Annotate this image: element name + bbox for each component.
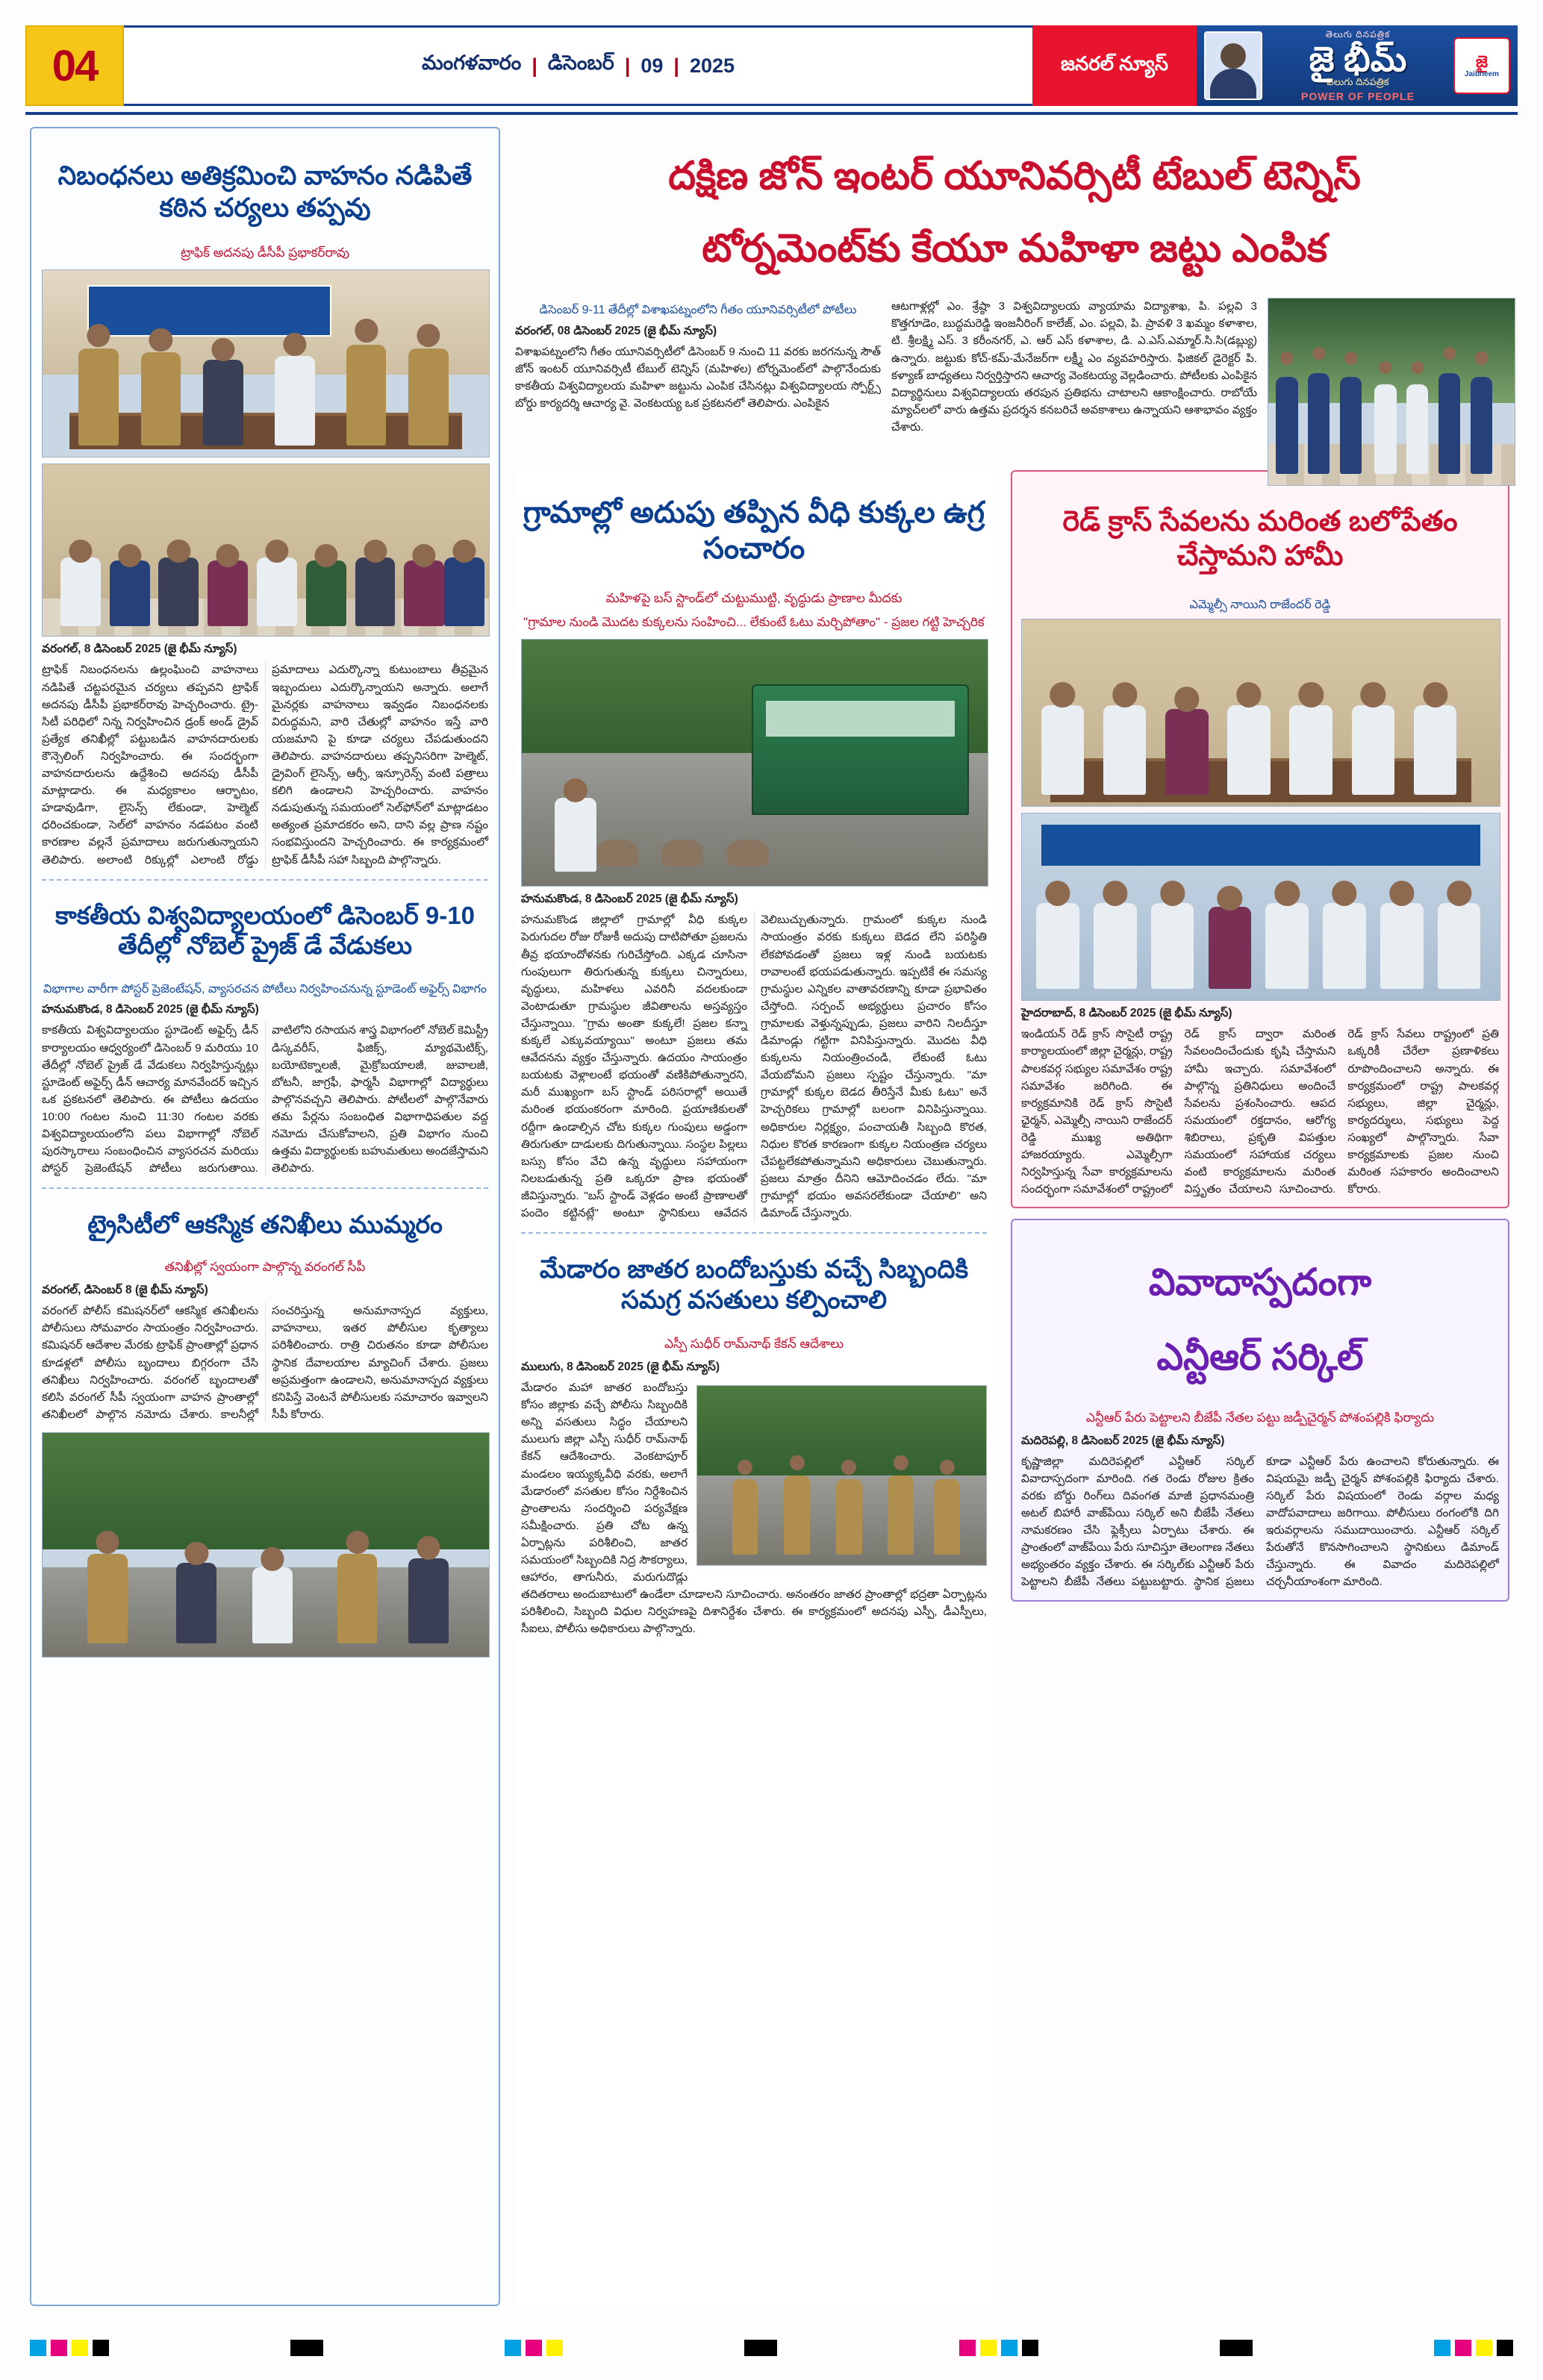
banner-team-photo [1268, 298, 1515, 486]
banner-photo-wrap [1268, 298, 1514, 492]
right-column [1006, 470, 1514, 2306]
swatch-magenta-3 [959, 2340, 976, 2356]
mark-group-1 [30, 2340, 109, 2356]
left-divider-1 [42, 879, 488, 881]
banner-body [515, 298, 1514, 492]
right-article-1-photo-1 [1021, 619, 1500, 807]
right-article-1-dateline: హైదరాబాద్, 8 డిసెంబర్ 2025 (జై భీమ్ న్యూస్) [1021, 1007, 1232, 1020]
middle-column [515, 470, 993, 2306]
date-sep-3: | [673, 54, 679, 77]
date-weekday: మంగళవారం [421, 51, 522, 74]
mid-divider-1 [521, 1232, 987, 1234]
swatch-yellow-4 [1476, 2340, 1492, 2356]
left-article-1-dateline: వరంగల్, 8 డిసెంబర్ 2025 (జై భీమ్ న్యూస్) [42, 643, 237, 656]
mark-group-4 [1434, 2340, 1513, 2356]
brand-title: జై భీమ్ [1309, 40, 1407, 78]
date-sep-1: | [532, 54, 537, 77]
brand-tagline: POWER OF PEOPLE [1301, 90, 1415, 102]
left-article-3-headline: ట్రైసిటీలో ఆకస్మిక తనిఖీలు ముమ్మరం [87, 1210, 443, 1238]
mark-group-3 [959, 2340, 1038, 2356]
mid-article-2-body: మేడారం మహా జాతర బందోబస్తు కోసం జిల్లాకు వచ్చే పోలీసు సిబ్బందికి అన్ని వసతులు సిద్ధం చేయాలని ములుగు జిల్లా ఎస్పీ సుధీర్ రామ్‌నాథ్ కేకన్ ఆదేశించారు. వెంకటాపూర్ మండలం ఇయ్యక్కవీధి వరకు, అలాగే మేడారంలో వసతుల కోసం నిర్దేశించిన ప్రాంతాలను సందర్శించి పర్యవేక్షణ సమీక్షించారు. ప్రతి చోట ఉన్న ఏర్పాట్లను పరిశీలించి, జాతర సమయంలో సిబ్బందికి నిద్ర సౌకర్యాలు, ఆహారం, తాగునీరు, మరుగుదొడ్లు తదితరాలు అందుబాటులో ఉండేలా చూడాలని సూచించారు. అనంతరం జాతర ప్రాంతాల్లో భద్రతా ఏర్పాట్లను పరిశీలించి, సిబ్బంది విధుల నిర్వహణపై దిశానిర్దేశం చేశారు. ఈ కార్యక్రమంలో అదనపు ఎస్పీ, డీఎస్పీలు, సీఐలు, పోలీసు అధికారులు పాల్గొన్నారు. [521, 1381, 987, 1636]
brand-subtitle: తెలుగు దినపత్రిక [1325, 29, 1391, 40]
swatch-cyan-4 [1434, 2340, 1450, 2356]
right-article-1-subhead: ఎమ్మెల్సీ నాయిని రాజేందర్ రెడ్డి [1189, 598, 1331, 611]
banner-text-col-2 [891, 298, 1257, 492]
banner-subhead: డిసెంబర్ 9-11 తేదీల్లో విశాఖపట్నంలోని గీతం యూనివర్సిటీలో పోటీలు [539, 304, 857, 317]
banner-dateline: వరంగల్, 08 డిసెంబర్ 2025 (జై భీమ్ న్యూస్) [515, 324, 717, 337]
registration-bar-3 [1220, 2340, 1253, 2356]
mid-article-1-subhead-1: మహిళపై బస్ స్టాండ్‌లో చుట్టుముట్టి, వృద్ధుడు ప్రాణాల మీదకు [605, 591, 903, 606]
swatch-yellow [72, 2340, 88, 2356]
date-day: 09 [640, 54, 664, 77]
left-article-1-subhead: ట్రాఫిక్ అదనపు డీసీపీ ప్రభాకర్‌రావు [180, 246, 350, 260]
right-article-2-box [1011, 1219, 1509, 1601]
swatch-black [93, 2340, 109, 2356]
right-article-1-headline: రెడ్ క్రాస్ సేవలను మరింత బలోపేతం చేస్తామని హామీ [1062, 505, 1458, 572]
left-article-1-photo-2 [42, 463, 490, 637]
swatch-magenta [51, 2340, 67, 2356]
banner-text-col-1 [515, 298, 881, 492]
swatch-yellow-2 [546, 2340, 563, 2356]
left-article-1-body: ట్రాఫిక్ నిబంధనలను ఉల్లంఘించి వాహనాలు నడిపితే చట్టపరమైన చర్యలు తప్పవని ట్రాఫిక్ అదనపు డీసీపీ ప్రభాకర్‌రావు హెచ్చరించారు. ట్రై-సిటీ పరిధిలో నిన్న నిర్వహించిన డ్రంక్ అండ్ డ్రైవ్ ప్రత్యేక తనిఖీల్లో పట్టుబడిన వాహనదారులకు కౌన్సెలింగ్ నిర్వహించారు. ఈ సందర్భంగా వాహనదారులను ఉద్దేశించి అదనపు డీసీపీ మాట్లాడారు. ఈ మధ్యకాలం ఆర్భాటం, హడావుడిగా, లైసెన్స్ లేకుండా, హెల్మెట్ ధరించకుండా, సెల్‌లో వాహనం నడపటం వంటి కారణాల వల్లనే ప్రమాదాలు జరుగుతున్నాయని తెలిపారు. అలాంటి రిక్కుల్లో ఎలాంటి రోడ్డు ప్రమాదాలు ఎదుర్కొన్నా కుటుంబాలు తీవ్రమైన ఇబ్బందులు ఎదుర్కొన్నాయని అన్నారు. అలాగే మైనర్లకు వాహనాలు ఇవ్వడం నిబంధనలకు విరుద్ధమని, వారి చేతుల్లో వాహనం ఇస్తే వారి యజమాని పై కూడా చర్యలు చేపడుతుందని తెలిపారు. వాహనదారులు తప్పనిసరిగా హెల్మెట్, డ్రైవింగ్ లైసెన్స్, ఆర్సీ, ఇన్సూరెన్స్ వంటి పత్రాలు కలిగి ఉండాలని హెచ్చరించారు. వాహనం నడుపుతున్న సమయంలో సెల్‌ఫోన్‌లో మాట్లాడటం అత్యంత ప్రమాదకరం అని, దాని వల్ల ప్రాణ నష్టం సంభవిస్తుందని హెచ్చరించారు. ఈ కార్యక్రమంలో ట్రాఫిక్ డీసీపీ సహా సిబ్బంది పాల్గొన్నారు. [42, 663, 488, 866]
left-article-1-photo-1 [42, 269, 490, 457]
left-article-2-dateline: హనుమకొండ, 8 డిసెంబర్ 2025 (జై భీమ్ న్యూస్) [42, 1003, 259, 1016]
brand-tamil-line: వెలుగు దినపత్రిక [1327, 76, 1389, 87]
banner-body-col-2: ఆటగాళ్లల్లో ఎం. శ్రేష్ఠా 3 విశ్వవిద్యాలయ వ్యాయామ విద్యాశాఖ, పి. పల్లవి 3 కొత్తగూడెం, బుద్ధమరెడ్డి ఇంజనీరింగ్ కాలేజ్, ఎం. పల్లవి, పి. ప్రావళి 3 ఖమ్మం కళాశాల, టి. శ్రీలక్ష్మి ఎస్. 3 కరీంనగర్, ఎ. ఆర్ ఎస్ కళాశాల, డి. ఎ.ఎస్.ఎమ్మార్.సి.సి(డబ్ల్యు) ఉన్నారు. జట్టుకు కోచ్-కమ్-మేనేజర్‌గా లక్ష్మీ ఎం వ్యవహరిస్తారు. ఫిజికల్ డైరెక్టర్ పి. కళ్యాణ్ బాధ్యతలు నిర్వర్తిస్తారని ఆచార్య వెంకటయ్య వెల్లడించారు. పోటీలకు ఎంపికైన విద్యార్థినులు విశ్వవిద్యాలయ తరపున ప్రతిభను చాటాలని ఆకాంక్షించారు. రాబోయే మ్యాచ్‌లలో వారు ఉత్తమ ప్రదర్శన కనబరిచే అవకాశాలు ఉన్నాయని ఆశాభావం వ్యక్తం చేశారు. [891, 300, 1257, 434]
jaibheem-logo-icon [1453, 37, 1510, 94]
brand-text [1270, 29, 1446, 102]
banner-article [515, 127, 1514, 492]
date-year: 2025 [689, 54, 735, 77]
section-tag: జనరల్ న్యూస్ [1032, 25, 1197, 106]
ambedkar-portrait-icon [1204, 31, 1262, 100]
mid-article-1-headline: గ్రామాల్లో అదుపు తప్పిన వీధి కుక్కల ఉగ్ర సంచారం [523, 496, 985, 566]
date-strip [124, 25, 1032, 106]
masthead-rule [25, 112, 1518, 115]
swatch-cyan [30, 2340, 46, 2356]
left-article-3-photo [42, 1432, 490, 1658]
left-article-3-subhead: తనిఖీల్లో స్వయంగా పాల్గొన్న వరంగల్ సీపీ [164, 1260, 366, 1275]
left-column [30, 127, 500, 2306]
logo-line-1: జై [1475, 51, 1489, 71]
brand-block [1197, 25, 1518, 106]
mid-article-2-headline: మేడారం జాతర బందోబస్తుకు వచ్చే సిబ్బందికి సమగ్ర వసతులు కల్పించాలి [539, 1255, 969, 1315]
mid-article-2-dateline: ములుగు, 8 డిసెంబర్ 2025 (జై భీమ్ న్యూస్) [521, 1361, 720, 1374]
banner-body-col-1: విశాఖపట్నంలోని గీతం యూనివర్సిటీలో డిసెంబర్ 9 నుంచి 11 వరకు జరగనున్న సౌత్ జోన్ ఇంటర్ యూనివర్సిటీ టేబుల్ టెన్నిస్ (మహిళల) టోర్నమెంట్‌లో పాల్గొనేందుకు కాకతీయ విశ్వవిద్యాలయ మహిళా జట్టును ఎంపిక చేసినట్లు విశ్వవిద్యాలయ స్పోర్ట్స్ బోర్డు కార్యదర్శి ఆచార్య వై. వెంకటయ్య ఒక ప్రకటనలో తెలిపారు. ఎంపికైన [515, 345, 881, 410]
left-article-2-headline: కాకతీయ విశ్వవిద్యాలయంలో డిసెంబర్ 9-10 తేదీల్లో నోబెల్ ప్రైజ్ డే వేడుకలు [55, 901, 475, 960]
swatch-magenta-2 [526, 2340, 542, 2356]
registration-marks [30, 2338, 1513, 2358]
swatch-yellow-3 [980, 2340, 997, 2356]
left-article-3-body: వరంగల్ పోలీస్ కమిషనర్‌లో ఆకస్మిక తనిఖీలను పోలీసులు సోమవారం సాయంత్రం నిర్వహించారు. కమిషనర్ ఆదేశాల మేరకు ట్రాఫిక్ ప్రాంతాల్లో ప్రధాన కూడళ్లలో పోలీసు బృందాలు బిగ్గరంగా చేసి తనిఖీలు నిర్వహించారు. వరంగల్ బృందాలతో కలిసి వరంగల్ సీపీ స్వయంగా వాహన ప్రాంతాల్లో తనిఖీలలో పాల్గొన నమోదు చేశారు. కాలనీల్లో సంచరిస్తున్న అనుమానాస్పద వ్యక్తులు, వాహనాలు, ఇతర పోలీసుల కృత్యాలు పరిశీలించారు. రాత్రి చిరుతనం కూడా పోలీసుల స్థానిక దేవాలయాల మ్యాచింగ్ చేశారు. ప్రజలు అప్రమత్తంగా ఉండాలని, అనుమానాస్పద వ్యక్తులు కనిపిస్తే వెంటనే పోలీసులకు సమాచారం ఇవ్వాలని సీపీ కోరారు. [42, 1305, 488, 1421]
logo-line-2: Jaibheem [1464, 69, 1500, 78]
mid-article-1-subhead-2: "గ్రామాల నుండి మొదట కుక్కలను సంహించి... లేకుంటే ఓటు మర్చిపోతాం" - ప్రజల గట్టి హెచ్చరిక [523, 615, 985, 630]
right-article-2-dateline: మదిరెపల్లి, 8 డిసెంబర్ 2025 (జై భీమ్ న్యూస్) [1021, 1434, 1225, 1447]
swatch-black-4 [1497, 2340, 1513, 2356]
mid-article-1-body: హనుమకొండ జిల్లాలో గ్రామాల్లో వీధి కుక్కల పెరుగుదల రోజు రోజుకీ అదుపు దాటిపోతూ ప్రజలను తీవ్ర భయాందోళనకు గురిచేస్తోంది. ఎక్కడ చూసినా గుంపులుగా తిరుగుతున్న కుక్కలు చిన్నారులు, వృద్ధులు, మహిళలు ఎవరినీ వదలకుండా వెంటాడుతూ గ్రామస్థుల జీవితాలను అస్తవ్యస్తం చేస్తున్నాయి. "గ్రామ అంతా కుక్కలే! ప్రజల కన్నా కుక్కలే ఎక్కువయ్యాయి" అంటూ ప్రజలు తమ ఆవేదనను వ్యక్తం చేస్తున్నారు. ఉదయం సాయంత్రం బయటకు వెళ్లాలంటే భయంతో వణికిపోతున్నారని, మరీ ముఖ్యంగా బస్ స్టాండ్ పరిసరాల్లో అయితే మరింత భయంకరంగా మారింది. ప్రయాణికులతో రద్దీగా ఉండాల్సిన చోట కుక్కల గుంపులు అడ్డంగా తిరుగుతూ దాడులకు దిగుతున్నాయి. సంస్థల పిల్లలు బస్సు కోసం వేచి ఉన్న వృద్ధులు సహాయంగా నిలబడుతున్న ప్రతి ఒక్కరూ ప్రాణ భయంతో జీవిస్తున్నారు. "బస్ స్టాండ్ వెళ్లడం అంటే ప్రాణాలతో పందెం కట్టినట్లే" అంటూ స్థానికులు ఆవేదన వెలిబుచ్చుతున్నారు. గ్రామంలో కుక్కల నుండి సాయంత్రం వరకు కుక్కలు బెడద లేని పరిస్థితి లేకపోవడంతో ప్రజలు ఇళ్ల నుండి బయటకు రావాలంటే భయపడుతున్నారు. ఇప్పటికే ఈ సమస్య గ్రామస్థుల ఎన్నికల వాతావరణాన్ని కూడా ప్రభావితం చేస్తోంది. సర్పంచ్ అభ్యర్థులు ప్రచారం కోసం గ్రామాలకు వెళ్తున్నప్పుడు, ప్రజలు వారిని నిలదీస్తూ డిమాండ్లు గట్టిగా వినిపిస్తున్నారు. మొదట వీధి కుక్కలను నియంత్రించండి, లేకుంటే ఓటు వేయబోమని ప్రజలు స్పష్టం చేస్తున్నారు. "మా గ్రామాల్లో కుక్కల బెడద తీరిస్తేనే మీకు ఓటు" అనే హెచ్చరికలు గ్రామాల్లో బలంగా వినిపిస్తున్నాయి. అధికారుల నిర్లక్ష్యం, పంచాయతీ సిబ్బంది కొరత, నిధుల కొరత కారణంగా కుక్కల నియంత్రణ చర్యలు చేపట్టలేకపోతున్నామని అధికారులు చెబుతున్నారు. ప్రజలు మాత్రం దీనిని ఆమోదించడం లేదు. "మా గ్రామాల్లో భయం అవసరలేకుండా చేయాలి" అని డిమాండ్ చేస్తున్నారు. [521, 913, 987, 1219]
left-divider-2 [42, 1187, 488, 1189]
swatch-black-3 [1022, 2340, 1038, 2356]
left-article-1-headline: నిబంధనలు అతిక్రమించి వాహనం నడిపితే కఠిన చర్యలు తప్పవు [57, 161, 473, 222]
date-month: డిసెంబర్ [547, 51, 614, 74]
page-number: 04 [52, 41, 98, 90]
registration-bar-2 [744, 2340, 777, 2356]
right-article-1-box [1011, 470, 1509, 1208]
banner-headline-line1: దక్షిణ జోన్ ఇంటర్ యూనివర్సిటీ టేబుల్ టెన్నిస్ [668, 154, 1361, 198]
page-number-box [25, 25, 124, 106]
left-article-2-subhead: విభాగాల వారీగా పోస్టర్ ప్రెజెంటేషన్, వ్యాసరచన పోటీలు నిర్వహించనున్న స్టూడెంట్ అఫైర్స్ విభాగం [43, 982, 487, 996]
swatch-magenta-4 [1455, 2340, 1471, 2356]
mark-group-2 [505, 2340, 563, 2356]
masthead [25, 25, 1518, 106]
mid-article-2-photo [696, 1385, 987, 1566]
right-article-1-photo-2 [1021, 813, 1500, 1001]
banner-headline-line2: టోర్నమెంట్‌కు కేయూ మహిళా జట్టు ఎంపిక [702, 227, 1327, 271]
right-article-2-headline-line2: ఎన్టీఆర్ సర్కిల్ [1156, 1336, 1364, 1378]
left-article-2-body: కాకతీయ విశ్వవిద్యాలయం స్టూడెంట్ అఫైర్స్ డీన్ కార్యాలయం ఆధ్వర్యంలో డిసెంబర్ 9 మరియు 10 తేదీల్లో నోబెల్ ప్రైజ్ డే వేడుకలు నిర్వహిస్తున్నట్లు స్టూడెంట్ అఫైర్స్ డీన్ ఆచార్య మానవేందర్ ఇచ్చిన ఒక ప్రకటనలో తెలిపారు. ఈ పోటీలు ఉదయం 10:00 గంటల నుంచి 11:30 గంటల వరకు విశ్వవిద్యాలయంలోని పలు విభాగాల్లో నోబెల్ పురస్కారాలు సంబంధించిన వ్యాసరచన మరియు పోస్టర్ ప్రెజెంటేషన్ పోటీలు జరుగుతాయి. వాటిలోని రసాయన శాస్త్ర విభాగంలో నోబెల్ కెమిస్ట్రీ డిస్కవరీస్, ఫిజిక్స్, మ్యాథమెటిక్స్, బయోటెక్నాలజీ, మైక్రోబయాలజీ, జువాలజీ, బోటనీ, జాగ్రఫీ, ఫార్మసీ విభాగాల్లో విద్యార్థులు పాల్గొనవచ్చని తెలిపారు. పోటీలలో పాల్గొనేవారు తమ పేర్లను సంబంధిత విభాగాధిపతుల వద్ద నమోదు చేసుకోవాలని, ప్రతి విభాగం నుంచి ఉత్తమ విద్యార్థులకు బహుమతులు అందజేస్తామని తెలిపారు. [42, 1024, 488, 1175]
swatch-cyan-3 [1001, 2340, 1017, 2356]
left-article-3-dateline: వరంగల్, డిసెంబర్ 8 (జై భీమ్ న్యూస్) [42, 1284, 208, 1297]
right-article-2-subhead: ఎన్టీఆర్ పేరు పెట్టాలని బీజేపీ నేతల పట్టు జడ్పీచైర్మన్ పోశంపల్లికి ఫిర్యాదు [1085, 1410, 1435, 1425]
right-article-1-body: ఇండియన్ రెడ్ క్రాస్ సొసైటీ రాష్ట్ర కార్యాలయంలో జిల్లా చైర్మన్లు, రాష్ట్ర పాలకవర్గ సభ్యుల సమావేశం రాష్ట్ర సమావేశం జరిగింది. ఈ కార్యక్రమానికి రెడ్ క్రాస్ సొసైటీ ఛైర్మన్, ఎమ్మెల్సీ నాయిని రాజేందర్ రెడ్డి ముఖ్య అతిథిగా హాజరయ్యారు. ఎమ్మెల్సీగా నిర్వహిస్తున్న సేవా కార్యక్రమాలను సందర్భంగా సమావేశంలో రాష్ట్రంలో రెడ్ క్రాస్ ద్వారా మరింత సేవలందించేందుకు కృషి చేస్తామని హామీ ఇచ్చారు. సమావేశంలో పాల్గొన్న ప్రతినిధులు అందించే సేవలను ప్రశంసించారు. ఆపద సమయంలో రక్తదానం, ఆరోగ్య శిబిరాలు, ప్రకృతి విపత్తుల సమయంలో సహాయక చర్యలు వంటి కార్యక్రమాలను మరింత విస్తృతం చేయాలని సూచించారు. రెడ్ క్రాస్ సేవలు రాష్ట్రంలో ప్రతి ఒక్కరికీ చేరేలా ప్రణాళికలు రూపొందించాలని అన్నారు. ఈ కార్యక్రమంలో రాష్ట్ర పాలకవర్గ సభ్యులు, జిల్లా చైర్మన్లు, కార్యదర్శులు, సభ్యులు పెద్ద సంఖ్యలో పాల్గొన్నారు. సేవా కార్యక్రమాలకు ప్రజల నుంచి మరింత సహకారం అందించాలని కోరారు. [1021, 1028, 1499, 1196]
registration-bar-1 [290, 2340, 323, 2356]
mid-article-2-subhead: ఎస్పీ సుధీర్ రామ్‌నాథ్ కేకన్ ఆదేశాలు [664, 1337, 844, 1352]
right-article-2-headline-line1: వివాదాస్పదంగా [1148, 1261, 1372, 1303]
right-article-2-body: కృష్ణాజిల్లా మదిరెపల్లిలో ఎన్టీఆర్ సర్కిల్ వివాదాస్పదంగా మారింది. గత రెండు రోజుల క్రితం వరకు బోర్డు రింగ్‌లు దివంగత మాజీ ప్రధానమంత్రి అటల్ బిహారీ వాజ్‌పేయి సర్కిల్ అని బీజేపీ నేతలు నామకరణం చేసి ఫ్లెక్సీలు ఏర్పాటు చేశారు. ఈ ప్రాంతంలో వాజ్‌పేయి పేరు సూచిస్తూ తెలంగాణ నేతలు అభ్యంతరం వ్యక్తం చేశారు. ఈ సర్కిల్‌కు ఎన్టీఆర్ పేరు పెట్టాలని బీజేపీ నేతలు పట్టుబట్టారు. స్థానిక ప్రజలు కూడా ఎన్టీఆర్ పేరు ఉంచాలని కోరుతున్నారు. ఈ విషయమై జడ్పీ చైర్మన్ పోశంపల్లికి ఫిర్యాదు చేశారు. సర్కిల్ పేరు విషయంలో రెండు వర్గాల మధ్య వాదోపవాదాలు జరిగాయి. పోలీసులు రంగంలోకి దిగి ఇరువర్గాలను సముదాయించారు. ఎన్టీఆర్ సర్కిల్ పేరుతోనే కొనసాగించాలని స్థానికులు డిమాండ్ చేస్తున్నారు. ఈ వివాదం మదిరెపల్లిలో చర్చనీయాంశంగా మారింది. [1021, 1455, 1499, 1589]
mid-article-1-dateline: హనుమకొండ, 8 డిసెంబర్ 2025 (జై భీమ్ న్యూస్) [521, 893, 738, 906]
mid-article-1-photo [521, 639, 988, 887]
swatch-cyan-2 [505, 2340, 521, 2356]
date-sep-2: | [624, 54, 631, 77]
